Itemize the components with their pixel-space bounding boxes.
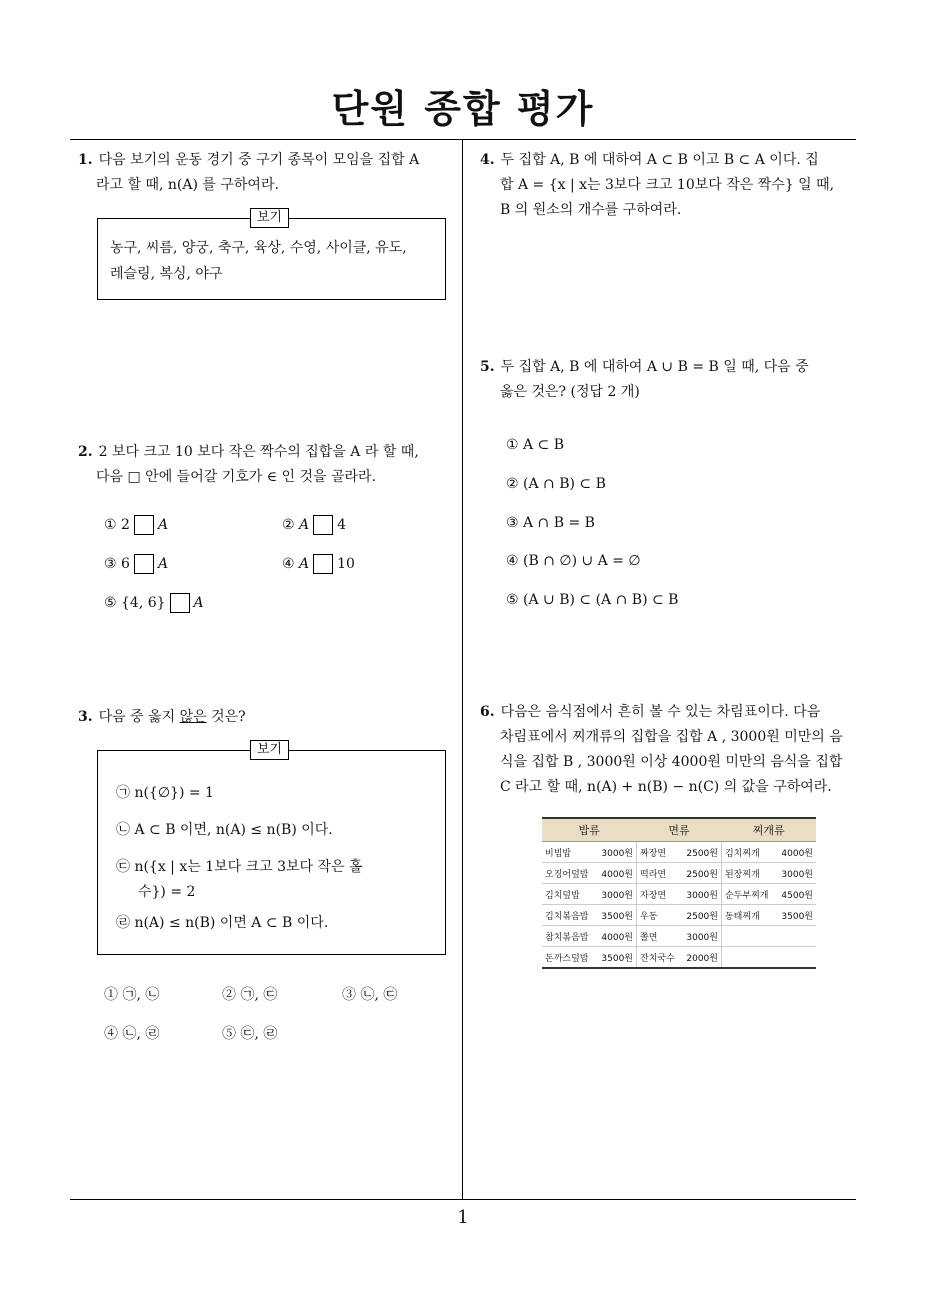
example-item: ㉣ n(A) ≤ n(B) 이면 A ⊂ B 이다. (116, 915, 329, 931)
table-cell (637, 884, 722, 905)
menu-item-price: 3000원 (601, 848, 633, 859)
menu-item-name: 된장찌개 (724, 869, 760, 880)
menu-item-name: 우동 (640, 911, 658, 922)
column-header: 면류 (637, 818, 722, 842)
choice-2[interactable]: ② (A ∩ B) ⊂ B (506, 476, 606, 492)
example-label: 보기 (250, 208, 289, 228)
top-rule (70, 139, 856, 140)
question-5 (480, 355, 860, 405)
table-row (542, 884, 816, 905)
question-number: 6. (480, 704, 495, 720)
menu-item-name: 잔치국수 (640, 953, 675, 964)
choice-3[interactable]: ③ 6 A (104, 556, 169, 572)
question-text: 다음 중 옳지 (98, 709, 180, 725)
table-cell (637, 926, 722, 947)
table-cell (542, 863, 637, 884)
page-number: 1 (457, 1207, 469, 1228)
blank-box (134, 515, 154, 535)
menu-item-price: 2500원 (686, 848, 718, 859)
choice-3[interactable]: ③ ㉡, ㉢ (342, 987, 398, 1003)
menu-item-name: 비빔밥 (545, 848, 572, 859)
menu-item-name: 김치덮밥 (545, 890, 580, 901)
blank-box (134, 554, 154, 574)
table-cell (637, 863, 722, 884)
menu-item-name: 돈까스덮밥 (545, 953, 589, 964)
choice-4[interactable]: ④ A 10 (282, 556, 355, 572)
table-cell (721, 947, 816, 969)
example-label: 보기 (250, 740, 289, 760)
question-number: 4. (480, 152, 495, 168)
question-number: 3. (78, 709, 93, 725)
menu-item-price: 4000원 (601, 932, 633, 943)
menu-item-price: 3000원 (601, 890, 633, 901)
menu-item-price: 4000원 (781, 848, 813, 859)
blank-box (313, 554, 333, 574)
question-text: 다음 보기의 운동 경기 중 구기 종목이 모임을 집합 A (98, 152, 420, 168)
example-box (97, 750, 446, 955)
menu-item-name: 김치찌개 (724, 848, 760, 859)
example-item: ㉡ A ⊂ B 이면, n(A) ≤ n(B) 이다. (116, 822, 333, 838)
page-title: 단원 종합 평가 (331, 87, 595, 131)
blank-box (313, 515, 333, 535)
example-item: ㉠ n({∅}) = 1 (116, 785, 214, 801)
menu-item-price: 2500원 (686, 911, 718, 922)
column-divider (462, 140, 463, 1200)
menu-item-name: 쫄면 (640, 932, 658, 943)
question-4 (480, 148, 860, 223)
question-number: 5. (480, 359, 495, 375)
choice-5[interactable]: ⑤ ㉢, ㉣ (222, 1026, 278, 1042)
menu-item-price: 3000원 (781, 869, 813, 880)
question-text: 두 집합 A, B 에 대하여 A ∪ B = B 일 때, 다음 중 (500, 359, 809, 375)
choice-1[interactable]: ① ㉠, ㉡ (104, 987, 160, 1003)
question-1 (78, 148, 458, 198)
table-cell (542, 947, 637, 969)
table-cell (542, 905, 637, 926)
table-cell (542, 926, 637, 947)
table-cell (721, 926, 816, 947)
column-header: 밥류 (542, 818, 637, 842)
example-text: 농구, 씨름, 양궁, 축구, 육상, 수영, 사이클, 유도, (110, 240, 407, 256)
example-text: 레슬링, 복싱, 야구 (110, 266, 223, 282)
menu-item-name: 떡라면 (640, 869, 667, 880)
question-text: 차림표에서 찌개류의 집합을 집합 A , 3000원 미만의 음 (500, 729, 843, 745)
question-text: 것은? (206, 709, 246, 725)
table-row (542, 947, 816, 969)
menu-item-price: 2500원 (686, 869, 718, 880)
example-item: ㉢ n({x | x는 1보다 크고 3보다 작은 홀 (116, 859, 363, 875)
underlined-word: 않은 (179, 709, 207, 725)
menu-item-name: 오징어덮밥 (545, 869, 589, 880)
question-text: 다음은 음식점에서 흔히 볼 수 있는 차림표이다. 다음 (500, 704, 821, 720)
question-text: 2 보다 크고 10 보다 작은 짝수의 집합을 A 라 할 때, (98, 444, 419, 460)
question-text: 다음 □ 안에 들어갈 기호가 ∈ 인 것을 골라라. (96, 469, 377, 485)
question-6 (480, 700, 860, 800)
menu-item-name: 동태찌개 (724, 911, 760, 922)
question-text: 두 집합 A, B 에 대하여 A ⊂ B 이고 B ⊂ A 이다. 집 (500, 152, 819, 168)
menu-item-price: 3000원 (686, 932, 718, 943)
menu-item-name: 참치볶음밥 (545, 932, 589, 943)
table-cell (542, 884, 637, 905)
menu-item-price: 4500원 (781, 890, 813, 901)
choice-4[interactable]: ④ (B ∩ ∅) ∪ A = ∅ (506, 553, 641, 569)
menu-table (542, 817, 816, 969)
menu-item-price: 3500원 (781, 911, 813, 922)
table-cell (542, 842, 637, 863)
table-row (542, 863, 816, 884)
table-row (542, 905, 816, 926)
choice-5[interactable]: ⑤ (A ∪ B) ⊂ (A ∩ B) ⊂ B (506, 592, 679, 608)
column-header: 찌개류 (721, 818, 816, 842)
menu-item-price: 3000원 (686, 890, 718, 901)
table-cell (721, 884, 816, 905)
choice-1[interactable]: ① A ⊂ B (506, 437, 565, 453)
menu-item-name: 순두부찌개 (724, 890, 769, 901)
menu-item-price: 4000원 (601, 869, 633, 880)
table-row (542, 926, 816, 947)
question-text: C 라고 할 때, n(A) + n(B) − n(C) 의 값을 구하여라. (500, 779, 832, 795)
example-item: 수}) = 2 (138, 884, 196, 900)
menu-item-price: 3500원 (601, 953, 633, 964)
menu-item-price: 2000원 (686, 953, 718, 964)
example-box (97, 218, 446, 300)
table-row (542, 842, 816, 863)
question-2 (78, 440, 458, 490)
table-cell (637, 905, 722, 926)
question-text: 식을 집합 B , 3000원 이상 4000원 미만의 음식을 집합 (500, 754, 843, 770)
table-cell (637, 842, 722, 863)
bottom-rule (70, 1199, 856, 1200)
table-header-row (542, 818, 816, 842)
table-cell (721, 863, 816, 884)
blank-box (170, 593, 190, 613)
menu-item-name: 짜장면 (640, 848, 667, 859)
question-text: 옳은 것은? (정답 2 개) (500, 384, 640, 400)
choice-3[interactable]: ③ A ∩ B = B (506, 515, 595, 531)
table-cell (637, 947, 722, 969)
choice-2[interactable]: ② A 4 (282, 517, 347, 533)
menu-item-price: 3500원 (601, 911, 633, 922)
question-text: B 의 원소의 개수를 구하여라. (500, 202, 682, 218)
table-cell (721, 842, 816, 863)
menu-item-name: 김치볶음밥 (545, 911, 589, 922)
choice-5[interactable]: ⑤ {4, 6} A (104, 595, 204, 611)
question-text: 합 A = {x | x는 3보다 크고 10보다 작은 짝수} 일 때, (500, 177, 835, 193)
question-3 (78, 705, 458, 730)
question-number: 1. (78, 152, 93, 168)
menu-item-name: 자장면 (640, 890, 667, 901)
choice-4[interactable]: ④ ㉡, ㉣ (104, 1026, 160, 1042)
question-number: 2. (78, 444, 93, 460)
question-text: 라고 할 때, n(A) 를 구하여라. (96, 177, 279, 193)
table-cell (721, 905, 816, 926)
choice-2[interactable]: ② ㉠, ㉢ (222, 987, 278, 1003)
choice-1[interactable]: ① 2 A (104, 517, 169, 533)
